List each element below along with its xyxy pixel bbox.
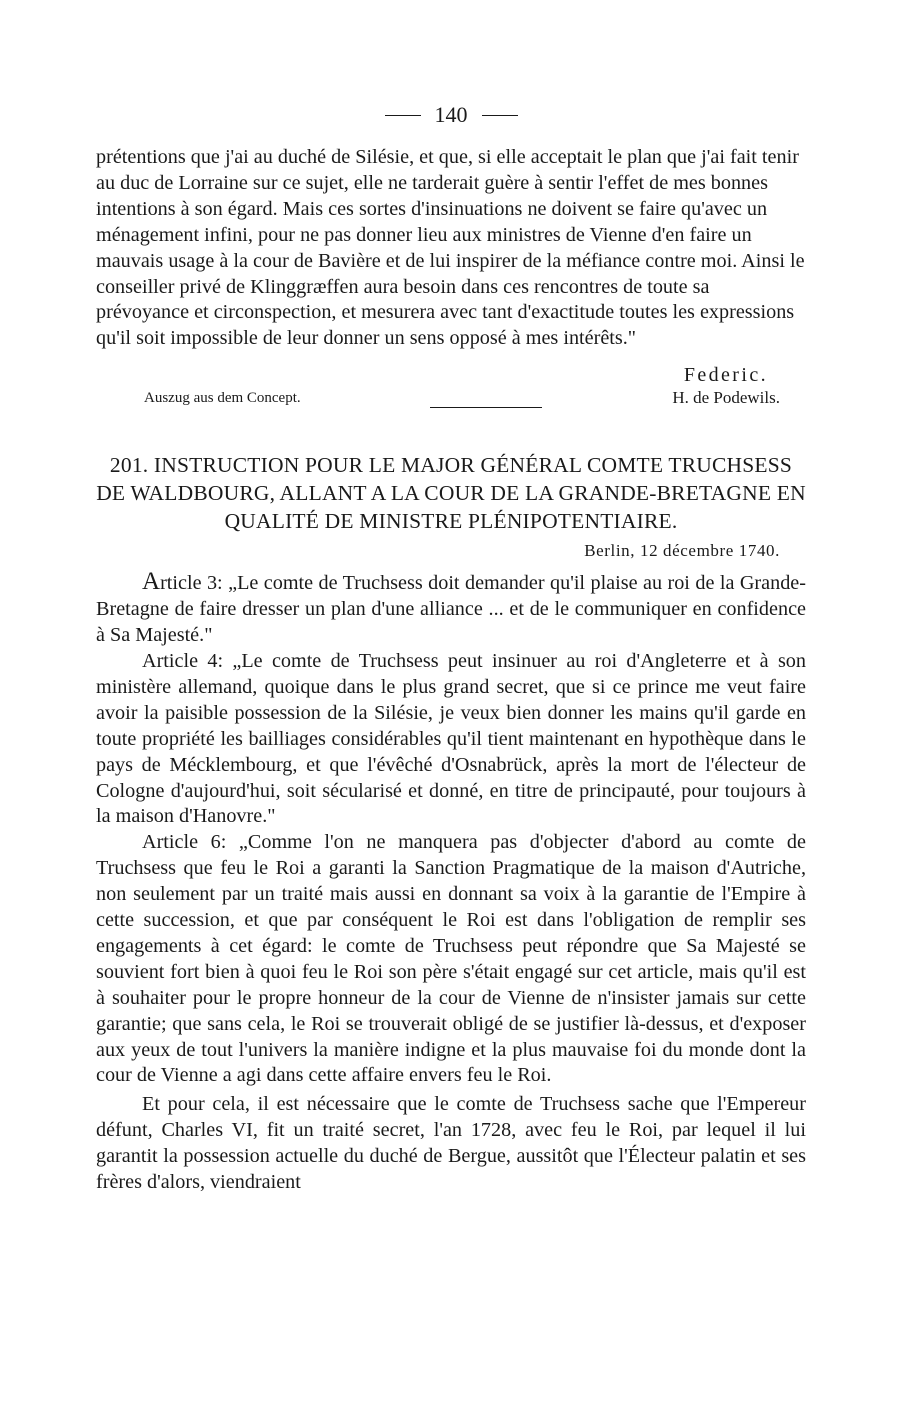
header-dash-right <box>482 115 518 116</box>
page-number: 140 <box>434 102 468 127</box>
countersignature: H. de Podewils. <box>672 388 780 408</box>
signature-block <box>96 352 806 387</box>
signature-name: Federic. <box>683 364 768 387</box>
section-divider <box>430 407 542 408</box>
continuation-block <box>96 145 806 352</box>
continuation-paragraph: prétentions que j'ai au duché de Silésie, et que, si elle acceptait le plan que j'ai fait tenir au duc de Lorraine sur ce sujet, elle ne tarderait guère à sentir l'effet de mes bonnes intentions à son égard. Mais ces sortes d'insinuations ne doivent se faire qu'avec un ménagement infini, pour ne pas donner lieu aux ministres de Vienne d'en faire un mauvais usage à la cour de Bavière et de lui inspirer de la méfiance contre moi. Ainsi le conseiller privé de Klinggræffen aura besoin dans ces rencontres de toute sa prévoyance et circonspection, et mesurera avec tant d'exactitude toutes les expressions qu'il soit impossible de leur donner un sens opposé à mes intérêts." <box>96 146 805 350</box>
paragraph-article-4: Article 4: „Le comte de Truchsess peut insinuer au roi d'Angleterre et à son ministère allemand, quoique dans le plus grand secret, que si ce prince me veut faire avoir la paisible possession de la Silésie, je veux bien donner les mains qu'il garde en toute propriété les bailliages considérables qu'il tient maintenant en hypothèque dans le pays de Mécklembourg, et que l'évêché d'Osnabrück, après la mort de l'électeur de Cologne d'aujourd'hui, soit sécularisé et donné, en titre de principauté, pour toujours à la maison d'Hanovre." <box>96 649 806 828</box>
source-line <box>96 385 806 411</box>
dateline: Berlin, 12 décembre 1740. <box>584 541 780 561</box>
paragraph-article-3: Article 3: „Le comte de Truchsess doit demander qu'il plaise au roi de la Grande-Bretagne de faire dresser un plan d'une alliance ... et de le communiquer en confidence à Sa Majesté." <box>96 568 806 647</box>
source-note: Auszug aus dem Concept. <box>144 389 301 406</box>
book-page <box>96 95 806 1196</box>
paragraph-continuation: Et pour cela, il est nécessaire que le comte de Truchsess sache que l'Empereur défunt, Charles VI, fit un traité secret, l'an 1728, avec feu le Roi, par lequel il lui garantit la possession actuelle du duché de Bergue, aussitôt que l'Électeur palatin et ses frères d'alors, viendraient <box>96 1093 806 1194</box>
paragraph-article-6: Article 6: „Comme l'on ne manquera pas d'objecter d'abord au comte de Truchsess que feu le Roi a garanti la Sanction Pragmatique de la maison d'Autriche, non seulement par un traité mais aussi en donnant sa voix à la garantie de l'Empire à cette succession, et que par conséquent le Roi est dans l'obligation de remplir ses engagements à cet égard: le comte de Truchsess peut répondre que Sa Majesté se souvient fort bien à quoi feu le Roi son père s'était engagé sur cet article, mais qu'il est à souhaiter pour le propre honneur de la cour de Vienne de n'insister jamais sur cette garantie; que sans cela, le Roi se trouverait obligé de se justifier là-dessus, et d'exposer aux yeux de tout l'univers la manière indigne et la plus mauvaise foi du monde dont la cour de Vienne a agi dans cette affaire envers feu le Roi. <box>96 831 806 1087</box>
page-header <box>96 95 806 135</box>
header-dash-left <box>385 115 421 116</box>
document-title: 201. INSTRUCTION POUR LE MAJOR GÉNÉRAL COMTE TRUCHSESS DE WALDBOURG, ALLANT A LA COUR DE LA GRANDE-BRETAGNE EN QUALITÉ DE MINISTRE PLÉNIPOTENTIAIRE. <box>96 453 806 534</box>
